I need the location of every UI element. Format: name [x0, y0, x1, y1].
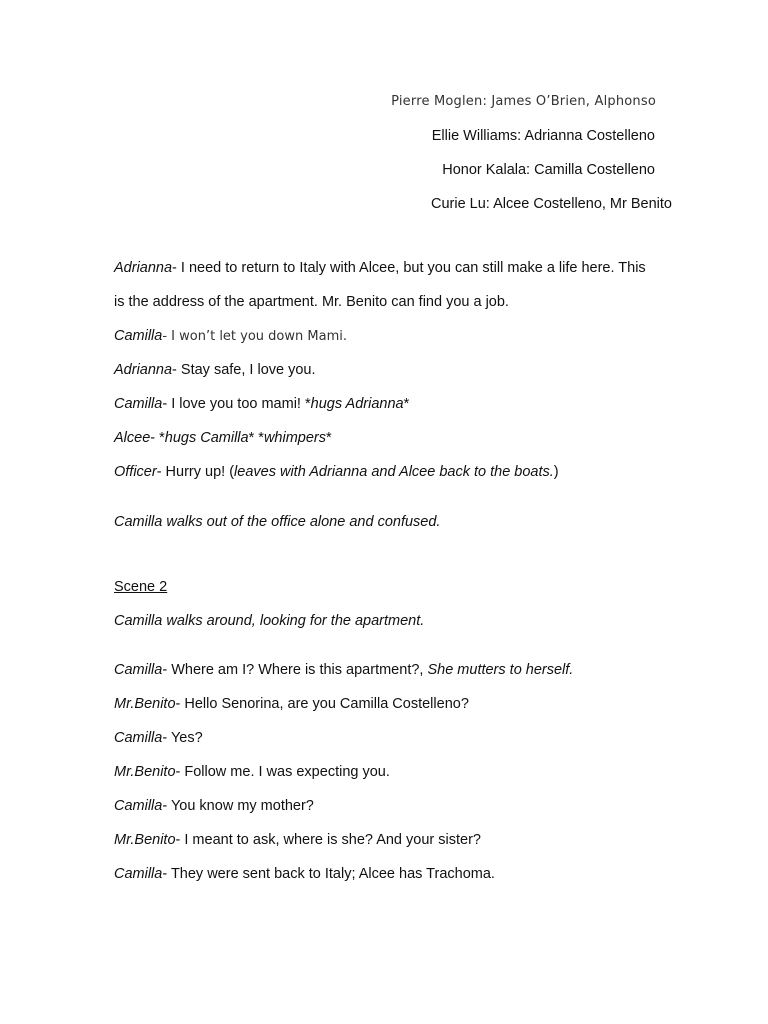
dialogue-line-continued: is the address of the apartment. Mr. Benito can find you a job.: [114, 294, 509, 310]
dialogue-text: - *: [150, 430, 165, 446]
speaker-name: Camilla: [114, 798, 163, 814]
cast-line-4: Curie Lu: Alcee Costelleno, Mr Benito: [431, 196, 672, 212]
speaker-name: Mr.Benito: [114, 764, 176, 780]
dialogue-line: [114, 463, 559, 481]
dialogue-line: [114, 429, 332, 447]
dialogue-text: - Yes?: [162, 730, 203, 746]
cast-line-2: Ellie Williams: Adrianna Costelleno: [431, 128, 655, 144]
dialogue-text: - I love you too mami! *: [162, 396, 311, 412]
stage-direction: hugs Camilla: [164, 430, 249, 446]
stage-direction: hugs Adrianna: [310, 396, 404, 412]
dialogue-text: - Where am I? Where is this apartment?,: [162, 662, 428, 678]
dialogue-line: [114, 695, 469, 713]
speaker-name: Camilla: [114, 866, 163, 882]
dialogue-text: - Hurry up! (: [156, 464, 235, 480]
dialogue-text: * *: [248, 430, 264, 446]
dialogue-text: - You know my mother?: [162, 798, 314, 814]
speaker-name: Adrianna: [114, 260, 173, 276]
speaker-name: Adrianna: [114, 362, 173, 378]
stage-direction-line: Camilla walks out of the office alone and confused.: [114, 514, 441, 530]
dialogue-text: - Stay safe, I love you.: [172, 362, 316, 378]
dialogue-line: [114, 831, 481, 849]
stage-direction: leaves with Adrianna and Alcee back to the boats.: [234, 464, 554, 480]
speaker-name: Camilla: [114, 730, 163, 746]
speaker-name: Mr.Benito: [114, 696, 176, 712]
stage-direction-line: Camilla walks around, looking for the apartment.: [114, 613, 425, 629]
dialogue-line: [114, 729, 203, 747]
dialogue-text: ): [553, 464, 559, 480]
speaker-name: Alcee: [114, 430, 151, 446]
dialogue-line: [114, 395, 409, 413]
dialogue-text: - Hello Senorina, are you Camilla Costelleno?: [175, 696, 469, 712]
speaker-name: Officer: [114, 464, 157, 480]
speaker-name: Camilla: [114, 662, 163, 678]
scene-heading: Scene 2: [114, 579, 168, 595]
cast-line-3: Honor Kalala: Camilla Costelleno: [442, 162, 655, 178]
dialogue-line: [114, 763, 390, 781]
dialogue-line: [114, 361, 316, 379]
dialogue-line: [114, 661, 573, 679]
speaker-name: Mr.Benito: [114, 832, 176, 848]
dialogue-line: [114, 797, 314, 815]
speaker-name: Camilla: [114, 396, 163, 412]
dialogue-line: [114, 327, 347, 346]
dialogue-text: - Follow me. I was expecting you.: [175, 764, 390, 780]
dialogue-line: [114, 259, 646, 277]
speaker-name: Camilla: [114, 328, 163, 344]
dialogue-text: - I meant to ask, where is she? And your sister?: [175, 832, 481, 848]
dialogue-line: [114, 865, 495, 883]
stage-direction: whimpers: [263, 430, 326, 446]
dialogue-text: *: [325, 430, 332, 446]
dialogue-text: *: [403, 396, 410, 412]
stage-direction: She mutters to herself.: [427, 662, 574, 678]
dialogue-text: - I won’t let you down Mami.: [162, 329, 347, 344]
dialogue-text: - I need to return to Italy with Alcee, but you can still make a life here. This: [172, 260, 646, 276]
dialogue-text: - They were sent back to Italy; Alcee has Trachoma.: [162, 866, 495, 882]
cast-line-1: Pierre Moglen: James O’Brien, Alphonso: [391, 94, 656, 109]
